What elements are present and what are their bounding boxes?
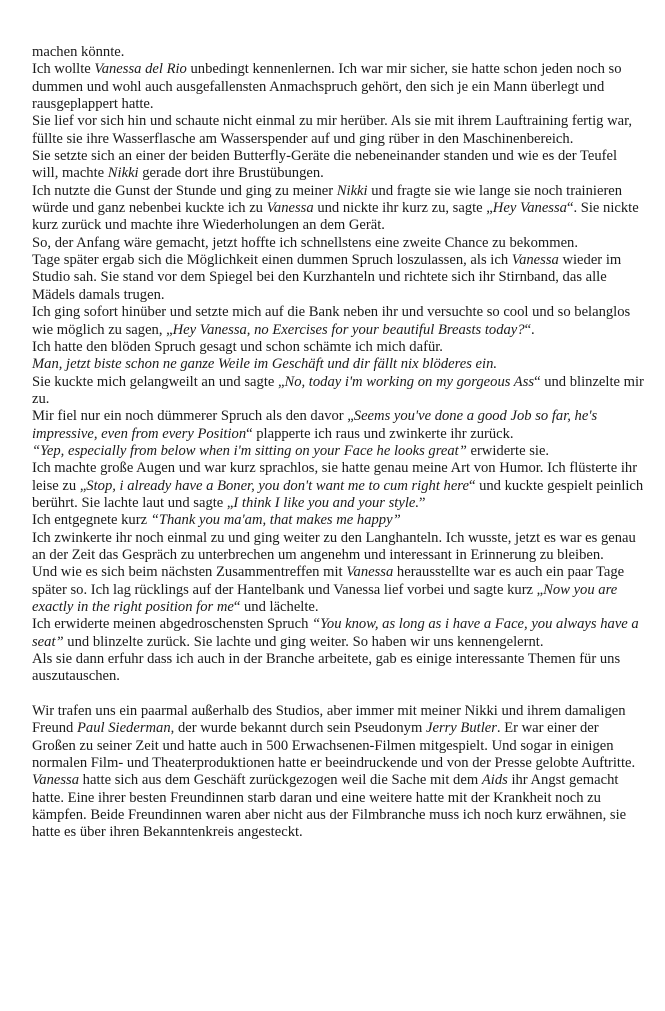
text-run: unbedingt kennenlernen. Ich war mir sicher, sie hatte schon jeden noch so dummen und wohl auch ausgefallensten Anmachspruch gehört, den sich je ein Mann überlegt und rausgeplappert hatte.: [32, 61, 622, 113]
text-run: Ich hatte den blöden Spruch gesagt und schon schämte ich mich dafür.: [32, 338, 443, 355]
text-run: Ich ging sofort hinüber und setzte mich auf die Bank neben ihr und versuchte so cool und so belanglos wie möglich zu sagen, „: [32, 304, 631, 338]
text-run: ihr Angst gemacht hatte. Eine ihrer besten Freundinnen starb daran und eine weitere hatte mit der Krankheit noch zu kämpfen. Beide Freundinnen waren aber nicht aus der Filmbranche muss ich noch kurz erwähnen, sie hatte es über ihren Bekanntenkreis angesteckt.: [32, 772, 627, 841]
paragraph: [32, 408, 645, 443]
paragraph: [32, 356, 645, 373]
text-run: “ plapperte ich raus und zwinkerte ihr zurück.: [246, 425, 514, 442]
text-run: herausstellte war es auch ein paar Tage später so. Ich lag rücklings auf der Hantelbank und Vanessa lief vorbei und sagte kurz „: [32, 564, 625, 598]
paragraph: [32, 460, 645, 512]
text-run: Sie setzte sich an einer der beiden Butterfly-Geräte die nebeneinander standen und wie es der Teufel will, machte: [32, 148, 618, 182]
text-run: und fragte sie wie lange sie noch trainieren würde und ganz nebenbei kuckte ich zu: [32, 182, 623, 217]
paragraph: [32, 148, 645, 183]
text-run: “ und lächelte.: [233, 599, 319, 615]
text-run: wieder im Studio sah. Sie stand vor dem Spiegel bei den Kurzhanteln und richtete sich ihr Stirnband, das alle Mädels damals trugen.: [32, 252, 622, 303]
paragraph: [32, 443, 645, 460]
italic-text: Jerry Butler: [425, 720, 497, 737]
paragraph-spacer: [32, 686, 645, 703]
text-run: hatte sich aus dem Geschäft zurückgezogen weil die Sache mit dem: [79, 772, 482, 789]
text-run: Sie lief vor sich hin und schaute nicht einmal zu mir herüber. Als sie mit ihrem Lauftraining fertig war, füllte sie ihre Wasserflasche am Wasserspender auf und ging rüber in den Maschinenbereich.: [32, 113, 633, 147]
paragraph: [32, 44, 645, 61]
text-run: Als sie dann erfuhr dass ich auch in der Branche arbeitete, gab es einige interessante Themen für uns auszutauschen.: [32, 651, 621, 685]
italic-text: “Yep, especially from below when i'm sitting on your Face he looks great”: [32, 442, 467, 459]
paragraph: [32, 235, 645, 252]
italic-text: Vanessa: [266, 200, 314, 217]
text-run: “ und blinzelte mir zu.: [32, 373, 644, 407]
paragraph: [32, 564, 645, 616]
text-run: Mir fiel nur ein noch dümmerer Spruch als den davor „: [32, 408, 354, 425]
text-run: Wir trafen uns ein paarmal außerhalb des Studios, aber immer mit meiner Nikki und ihrem damaligen Freund: [32, 703, 626, 737]
text-run: Tage später ergab sich die Möglichkeit einen dummen Spruch loszulassen, als ich: [32, 252, 512, 269]
italic-text: Vanessa: [32, 772, 80, 789]
text-run: und nickte ihr kurz zu, sagte „: [313, 200, 493, 217]
italic-text: Aids: [481, 772, 508, 789]
italic-text: Nikki: [336, 182, 368, 199]
text-run: und blinzelte zurück. Sie lachte und ging weiter. So haben wir uns kennengelernt.: [63, 633, 544, 650]
paragraph: [32, 339, 645, 356]
text-run: , der wurde bekannt durch sein Pseudonym: [170, 720, 426, 737]
text-run: erwiderte sie.: [466, 442, 550, 459]
paragraph: [32, 530, 645, 565]
italic-text: Vanessa: [346, 564, 394, 581]
text-run: So, der Anfang wäre gemacht, jetzt hoffte ich schnellstens eine zweite Chance zu bekommen.: [32, 234, 578, 251]
paragraph: [32, 512, 645, 529]
text-run: Und wie es sich beim nächsten Zusammentreffen mit: [32, 564, 347, 581]
text-run: “ und kuckte gespielt peinlich berührt. Sie lachte laut und sagte „: [32, 477, 644, 511]
text-run: Ich entgegnete kurz: [32, 512, 151, 529]
text-run: ”: [419, 494, 426, 511]
paragraph: [32, 252, 645, 304]
italic-text: Vanessa: [511, 252, 559, 269]
italic-text: Stop, i already have a Boner, you don't want me to cum right here: [86, 477, 469, 494]
italic-text: “Thank you ma'am, that makes me happy”: [150, 512, 401, 529]
italic-text: “You know, as long as i have a Face, you always have a seat”: [32, 616, 639, 650]
italic-text: I think I like you and your style.: [233, 494, 420, 511]
text-run: . Er war einer der Großen zu seiner Zeit und hatte auch in 500 Erwachsenen-Filmen mitgespielt. Und sogar in einigen normalen Film- und Theaterproduktionen hatte er beeindruckende und von der Presse gelobte Auftritte.: [32, 720, 636, 772]
italic-text: Nikki: [107, 165, 139, 182]
paragraph: [32, 703, 645, 772]
paragraph: [32, 61, 645, 113]
text-run: Ich wollte: [32, 61, 95, 78]
italic-text: Man, jetzt biste schon ne ganze Weile im Geschäft und dir fällt nix blöderes ein.: [32, 356, 498, 373]
italic-text: Vanessa del Rio: [94, 61, 187, 78]
paragraph: [32, 772, 645, 841]
text-run: gerade dort ihre Brustübungen.: [138, 165, 324, 182]
text-run: machen könnte.: [32, 44, 125, 60]
text-run: Ich machte große Augen und war kurz sprachlos, sie hatte genau meine Art von Humor. Ich flüsterte ihr leise zu „: [32, 460, 638, 494]
italic-text: No, today i'm working on my gorgeous Ass: [284, 373, 535, 390]
paragraph: [32, 616, 645, 651]
paragraph: [32, 113, 645, 148]
text-run: “.: [524, 321, 535, 338]
paragraph: [32, 651, 645, 686]
italic-text: Paul Siederman: [77, 720, 171, 737]
paragraph: [32, 304, 645, 339]
italic-text: Now you are exactly in the right position for me: [32, 581, 618, 615]
italic-text: Hey Vanessa: [492, 200, 567, 217]
text-run: Sie kuckte mich gelangweilt an und sagte „: [32, 373, 285, 390]
italic-text: Seems you've done a good Job so far, he's impressive, even from every Position: [32, 408, 598, 442]
paragraph: [32, 183, 645, 235]
text-run: Ich zwinkerte ihr noch einmal zu und ging weiter zu den Langhanteln. Ich wusste, jetzt es war es genau an der Zeit das Gespräch zu unterbrechen um angenehm und interessant in Erinnerung zu bleiben.: [32, 529, 636, 563]
italic-text: Hey Vanessa, no Exercises for your beautiful Breasts today?: [172, 321, 525, 338]
text-run: Ich erwiderte meinen abgedroschensten Spruch: [32, 616, 313, 633]
paragraph: [32, 374, 645, 409]
text-run: “. Sie nickte kurz zurück und machte ihre Wiederholungen an dem Gerät.: [32, 200, 639, 234]
text-run: Ich nutzte die Gunst der Stunde und ging zu meiner: [32, 182, 337, 199]
